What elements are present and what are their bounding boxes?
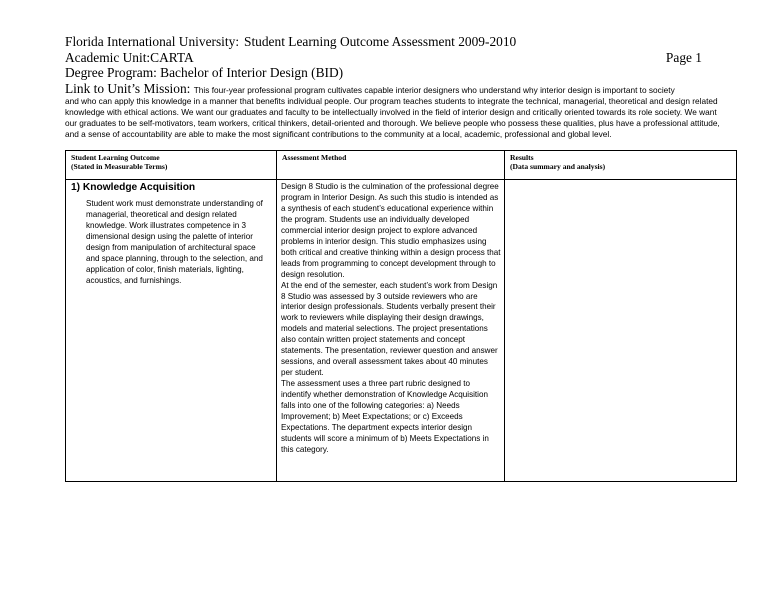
page-number: Page 1: [665, 50, 702, 65]
results-cell: [505, 180, 737, 482]
mission-statement: and who can apply this knowledge in a manner that benefits individual people. Our program teaches students to integrate the technical, managerial, theoretical and design related knowledge with ethical actions. We want our graduates and faculty to be intellectually involved in the field of interior design and critically oriented towards its role society. We want our graduates to be self-motivators, team workers, critical thinkers, detail-oriented and thorough. We believe people who possess these qualities, plus have a professional attitude, and a sense of accountability are able to make the most significant contributions to the community at a local, academic, professional and global level.: [65, 96, 720, 139]
method-paragraph-3: The assessment uses a three part rubric designed to indentify whether demonstration of Knowledge Acquisition falls into one of the following categories: a) Needs Improvement; b) Meet Expectations; or c) Exceeds Expectations. The department expects interior design students will score a minimum of b) Meets Expectations in this category.: [281, 379, 489, 454]
university-name: Florida International University:: [65, 34, 240, 49]
method-cell: [277, 180, 505, 482]
assessment-table: [65, 150, 737, 482]
col-header-method: [277, 151, 505, 180]
outcome-title: 1) Knowledge Acquisition: [71, 182, 196, 193]
col-header-results-line2: (Data summary and analysis): [510, 162, 606, 171]
degree-program: Degree Program: Bachelor of Interior Design (BID): [65, 65, 344, 80]
mission-lead: This four-year professional program cultivates capable interior designers who understand why interior design is important to society: [193, 85, 675, 95]
col-header-results-line1: Results: [510, 153, 534, 162]
table-row: [66, 180, 737, 482]
method-paragraph-2: At the end of the semester, each student’s work from Design 8 Studio was assessed by 3 outside reviewers who are interior design professionals. Students verbally present their work to reviewers while displaying their design drawings, models and material selections. The project presentations also contain written project statements and concept statements. The presentation, reviewer question and answer sessions, and overall assessment takes about 40 minutes per student.: [281, 280, 498, 378]
col-header-outcome-line1: Student Learning Outcome: [71, 153, 160, 162]
outcome-cell: [66, 180, 277, 482]
col-header-outcome: [66, 151, 277, 180]
method-paragraph-1: Design 8 Studio is the culmination of the professional degree program in Interior Design. As such this studio is intended as a synthesis of each student’s educational experience within the program. Students use an individually developed commercial interior design project to explore advanced problems in interior design. This studio emphasizes using both critical and creative thinking within a design process that leads from programming to concept development through to design resolution.: [281, 182, 501, 279]
col-header-outcome-line2: (Stated in Measurable Terms): [71, 162, 168, 171]
academic-unit: Academic Unit:CARTA: [65, 50, 194, 65]
table-header-row: [66, 151, 737, 180]
col-header-method-label: Assessment Method: [282, 153, 347, 162]
outcome-description: Student work must demonstrate understanding of managerial, theoretical and design related knowledge. Work illustrates competence in 3 dimensional design using the palette of interior design from manipulation of architectural space and space planning, through to the selection, and application of color, finish materials, lighting, acoustics, and furnishings.: [86, 199, 263, 285]
col-header-results: [505, 151, 737, 180]
mission-label: Link to Unit’s Mission:: [65, 81, 191, 96]
report-title: Student Learning Outcome Assessment 2009-2010: [244, 34, 517, 49]
